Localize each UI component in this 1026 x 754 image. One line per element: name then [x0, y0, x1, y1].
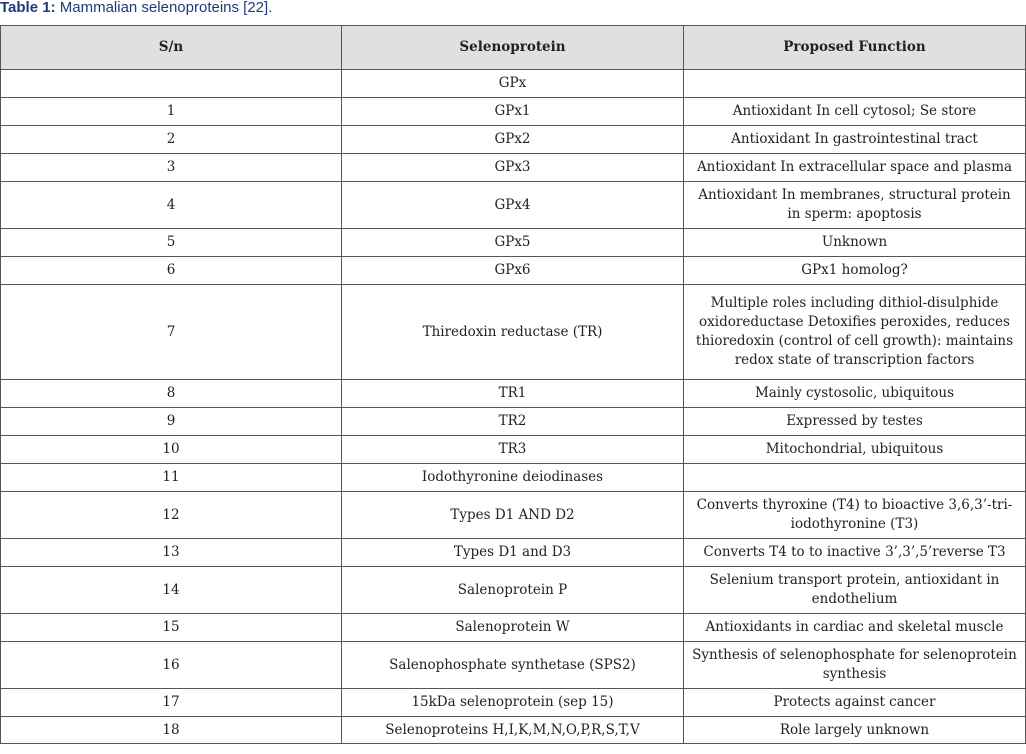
- table-row: [1, 539, 1026, 567]
- table-row: [1, 464, 1026, 492]
- cell-sn: 8: [1, 380, 342, 408]
- cell-sn: 1: [1, 98, 342, 126]
- cell-sn: 5: [1, 229, 342, 257]
- cell-function: Converts T4 to to inactive 3’,3’,5’reverse T3: [684, 539, 1026, 567]
- caption-label: Table 1:: [0, 0, 56, 16]
- selenoprotein-table: [0, 25, 1026, 744]
- table-row: [1, 492, 1026, 539]
- table-caption: [0, 0, 272, 20]
- caption-text: Mammalian selenoproteins [22].: [55, 0, 273, 16]
- table-row: [1, 285, 1026, 380]
- cell-selenoprotein: Iodothyronine deiodinases: [342, 464, 684, 492]
- cell-function: [684, 70, 1026, 98]
- cell-selenoprotein: GPx2: [342, 126, 684, 154]
- cell-function: Selenium transport protein, antioxidant in endothelium: [684, 567, 1026, 614]
- table-row: [1, 717, 1026, 744]
- table-row: [1, 380, 1026, 408]
- cell-selenoprotein: 15kDa selenoprotein (sep 15): [342, 689, 684, 717]
- table-row: [1, 98, 1026, 126]
- cell-function: Antioxidant In extracellular space and plasma: [684, 154, 1026, 182]
- cell-sn: 2: [1, 126, 342, 154]
- cell-function: Multiple roles including dithiol-disulphide oxidoreductase Detoxifies peroxides, reduces thioredoxin (control of cell growth): maintains redox state of transcription factors: [684, 285, 1026, 380]
- cell-sn: 7: [1, 285, 342, 380]
- cell-sn: 17: [1, 689, 342, 717]
- cell-selenoprotein: Selenoproteins H,I,K,M,N,O,P,R,S,T,V: [342, 717, 684, 744]
- cell-sn: 6: [1, 257, 342, 285]
- cell-selenoprotein: GPx3: [342, 154, 684, 182]
- cell-function: Synthesis of selenophosphate for selenoprotein synthesis: [684, 642, 1026, 689]
- table-row: [1, 126, 1026, 154]
- cell-sn: 12: [1, 492, 342, 539]
- cell-sn: 4: [1, 182, 342, 229]
- cell-selenoprotein: TR2: [342, 408, 684, 436]
- cell-sn: [1, 70, 342, 98]
- header-sn: S/n: [1, 26, 342, 70]
- cell-sn: 3: [1, 154, 342, 182]
- table-row: [1, 567, 1026, 614]
- header-selenoprotein: Selenoprotein: [342, 26, 684, 70]
- cell-selenoprotein: GPx1: [342, 98, 684, 126]
- cell-selenoprotein: TR3: [342, 436, 684, 464]
- cell-function: Unknown: [684, 229, 1026, 257]
- header-row: [1, 26, 1026, 70]
- cell-sn: 9: [1, 408, 342, 436]
- cell-function: GPx1 homolog?: [684, 257, 1026, 285]
- cell-selenoprotein: GPx: [342, 70, 684, 98]
- cell-selenoprotein: GPx6: [342, 257, 684, 285]
- cell-sn: 10: [1, 436, 342, 464]
- cell-sn: 16: [1, 642, 342, 689]
- cell-selenoprotein: GPx4: [342, 182, 684, 229]
- table-row: [1, 154, 1026, 182]
- cell-selenoprotein: Thiredoxin reductase (TR): [342, 285, 684, 380]
- cell-sn: 13: [1, 539, 342, 567]
- cell-function: Mainly cystosolic, ubiquitous: [684, 380, 1026, 408]
- cell-sn: 18: [1, 717, 342, 744]
- cell-function: Mitochondrial, ubiquitous: [684, 436, 1026, 464]
- cell-function: Role largely unknown: [684, 717, 1026, 744]
- table-row: [1, 614, 1026, 642]
- cell-selenoprotein: Salenoprotein W: [342, 614, 684, 642]
- cell-sn: 14: [1, 567, 342, 614]
- cell-selenoprotein: GPx5: [342, 229, 684, 257]
- cell-function: Expressed by testes: [684, 408, 1026, 436]
- cell-function: Protects against cancer: [684, 689, 1026, 717]
- header-proposed-function: Proposed Function: [684, 26, 1026, 70]
- cell-function: Antioxidant In membranes, structural protein in sperm: apoptosis: [684, 182, 1026, 229]
- cell-function: Antioxidants in cardiac and skeletal muscle: [684, 614, 1026, 642]
- table-row: [1, 257, 1026, 285]
- table-row: [1, 182, 1026, 229]
- cell-selenoprotein: TR1: [342, 380, 684, 408]
- cell-function: [684, 464, 1026, 492]
- table-row: [1, 689, 1026, 717]
- table-row: [1, 229, 1026, 257]
- table-row: [1, 436, 1026, 464]
- cell-function: Antioxidant In gastrointestinal tract: [684, 126, 1026, 154]
- table-row: [1, 642, 1026, 689]
- cell-function: Converts thyroxine (T4) to bioactive 3,6,3’-tri-iodothyronine (T3): [684, 492, 1026, 539]
- cell-sn: 15: [1, 614, 342, 642]
- cell-selenoprotein: Types D1 AND D2: [342, 492, 684, 539]
- cell-function: Antioxidant In cell cytosol; Se store: [684, 98, 1026, 126]
- table-row: [1, 408, 1026, 436]
- cell-selenoprotein: Salenophosphate synthetase (SPS2): [342, 642, 684, 689]
- cell-selenoprotein: Salenoprotein P: [342, 567, 684, 614]
- cell-selenoprotein: Types D1 and D3: [342, 539, 684, 567]
- table-row: [1, 70, 1026, 98]
- cell-sn: 11: [1, 464, 342, 492]
